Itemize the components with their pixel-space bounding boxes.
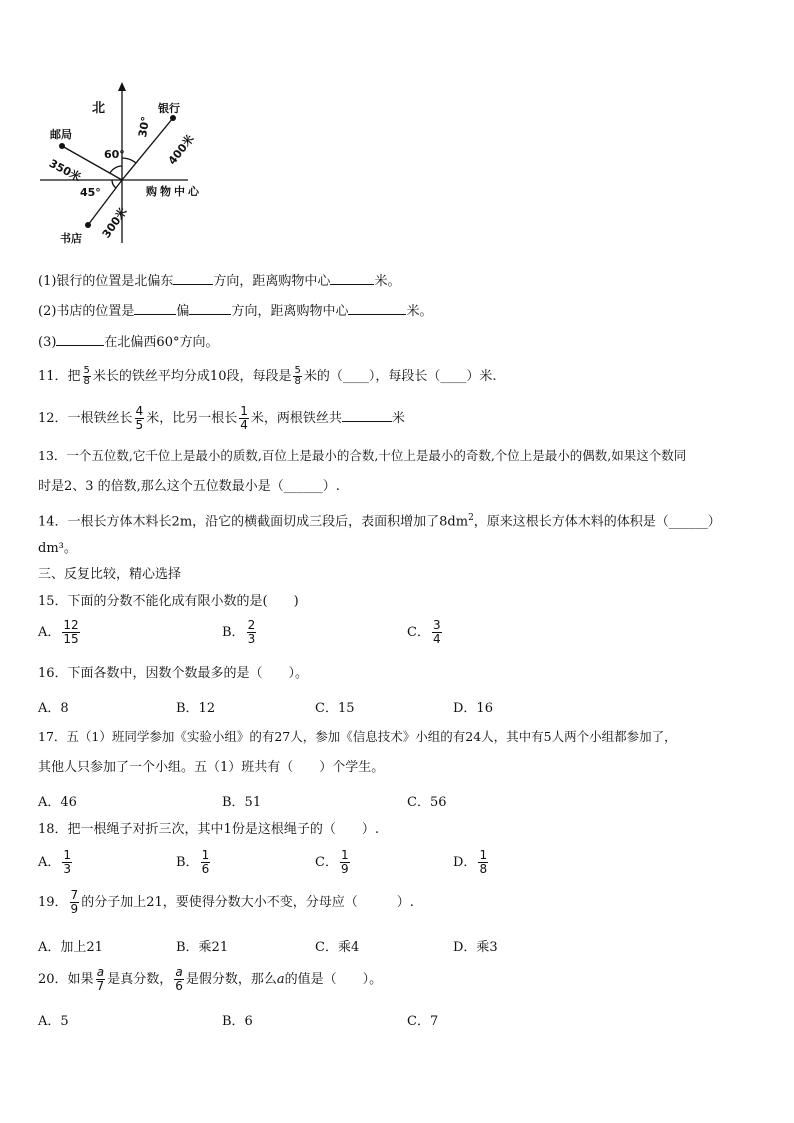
sub-question-2: (2)书店的位置是 偏 方向，距离购物中心 米。 — [38, 304, 433, 319]
answer-blank[interactable] — [189, 302, 231, 315]
answer-blank[interactable] — [342, 409, 392, 422]
option-a[interactable]: A．8 — [38, 701, 69, 716]
fraction: $\frac{1}{3}$ — [63, 848, 72, 876]
fraction: $\frac{1}{4}$ — [240, 404, 248, 432]
option-c[interactable]: C．乘4 — [315, 940, 360, 955]
option-b[interactable]: B．12 — [176, 701, 216, 716]
angle-60-label: 60° — [104, 148, 125, 161]
sub-question-1: (1)银行的位置是北偏东 方向，距离购物中心 米。 — [38, 274, 401, 289]
angle-45-label: 45° — [80, 186, 101, 199]
fraction: $\frac{1}{9}$ — [340, 848, 349, 876]
answer-blank[interactable] — [173, 272, 213, 285]
question-13-line-1: 13．一个五位数,它千位上是最小的质数,百位上是最小的合数,十位上是最小的奇数,个位上是最小的偶数,如果这个数同 — [38, 448, 687, 463]
question-15-stem: 15．下面的分数不能化成有限小数的是( ) — [38, 594, 299, 609]
option-b[interactable]: B．6 — [222, 1014, 253, 1029]
fraction: $\frac{3}{4}$ — [432, 618, 441, 646]
option-b[interactable]: B． $\frac{1}{6}$ — [176, 848, 210, 876]
angle-30-label: 30° — [136, 115, 153, 139]
fraction: $\frac{12}{15}$ — [63, 618, 79, 646]
fraction: $\frac{5}{8}$ — [294, 365, 301, 387]
option-a[interactable]: A．5 — [38, 1014, 69, 1029]
distance-300-label: 300米 — [99, 205, 130, 241]
option-b[interactable]: B．乘21 — [176, 940, 229, 955]
option-d[interactable]: D．乘3 — [453, 940, 498, 955]
option-c[interactable]: C．15 — [315, 701, 355, 716]
question-17-line-2: 其他人只参加了一个小组。五（1）班共有（ ）个学生。 — [38, 760, 385, 775]
option-a[interactable]: A．加上21 — [38, 940, 103, 955]
option-b[interactable]: B． $\frac{2}{3}$ — [222, 618, 256, 646]
question-14-line-1: 14．一根长方体木料长2m，沿它的横截面切成三段后，表面积增加了$8dm^2$，原来这根长方体木料的体积是（______） — [38, 513, 721, 530]
mall-label: 购物中心 — [146, 185, 202, 198]
fraction: $\frac{2}{3}$ — [247, 618, 256, 646]
post-office-label: 邮局 — [50, 128, 72, 141]
option-c[interactable]: C．56 — [407, 795, 447, 810]
option-a[interactable]: A． $\frac{1}{3}$ — [38, 848, 72, 876]
bookstore-label: 书店 — [60, 232, 82, 245]
distance-400-label: 400米 — [165, 132, 197, 168]
fraction: $\frac{1}{6}$ — [201, 848, 210, 876]
fraction: $\frac{a}{7}$ — [96, 965, 105, 993]
question-11: 11．把 $\frac{5}{8}$ 米长的铁丝平均分成10段，每段是 $\frac{5}{8}$ 米的（____），每段长（____）米. — [38, 365, 497, 387]
question-16-stem: 16．下面各数中，因数个数最多的是（ ）。 — [38, 666, 309, 681]
option-d[interactable]: D．16 — [453, 701, 493, 716]
answer-blank[interactable] — [56, 333, 104, 346]
question-20-stem: 20．如果 $\frac{a}{7}$ 是真分数， $\frac{a}{6}$ 是假分数，那么a的值是（ ）。 — [38, 965, 383, 993]
answer-blank[interactable] — [348, 302, 406, 315]
answer-blank[interactable] — [330, 272, 374, 285]
option-c[interactable]: C． $\frac{3}{4}$ — [407, 618, 441, 646]
fraction: $\frac{1}{8}$ — [479, 848, 488, 876]
north-label: 北 — [92, 101, 106, 116]
question-19-stem: 19． $\frac{7}{9}$ 的分子加上21，要使得分数大小不变，分母应（ ）. — [38, 888, 414, 916]
fraction: $\frac{4}{5}$ — [135, 404, 144, 432]
option-b[interactable]: B．51 — [222, 795, 262, 810]
fraction: $\frac{5}{8}$ — [83, 365, 90, 387]
sub-question-3: (3) 在北偏西60°方向。 — [38, 335, 219, 350]
option-a[interactable]: A．46 — [38, 795, 77, 810]
question-14-line-2: dm³。 — [38, 541, 77, 556]
fraction: $\frac{7}{9}$ — [70, 888, 79, 916]
post-office-point — [59, 143, 65, 149]
option-c[interactable]: C．7 — [407, 1014, 439, 1029]
question-18-stem: 18．把一根绳子对折三次，其中1份是这根绳子的（ ）. — [38, 822, 379, 837]
option-a[interactable]: A． $\frac{12}{15}$ — [38, 618, 79, 646]
fraction: $\frac{a}{6}$ — [175, 965, 183, 993]
bank-label: 银行 — [158, 102, 180, 115]
north-arrow-icon — [118, 82, 126, 91]
question-17-line-1: 17．五（1）班同学参加《实验小组》的有27人，参加《信息技术》小组的有24人，其中有5人两个小组都参加了， — [38, 729, 677, 744]
option-d[interactable]: D． $\frac{1}{8}$ — [453, 848, 488, 876]
distance-350-label: 350米 — [46, 156, 84, 185]
bookstore-point — [85, 222, 91, 228]
section-heading: 三、反复比较，精心选择 — [38, 567, 182, 582]
answer-blank[interactable] — [134, 302, 176, 315]
question-13-line-2: 时是2、3 的倍数,那么这个五位数最小是（______）. — [38, 479, 340, 494]
question-12: 12．一根铁丝长 $\frac{4}{5}$ 米，比另一根长 $\frac{1}{4}$ 米，两根铁丝共 米 — [38, 404, 405, 432]
option-c[interactable]: C． $\frac{1}{9}$ — [315, 848, 349, 876]
